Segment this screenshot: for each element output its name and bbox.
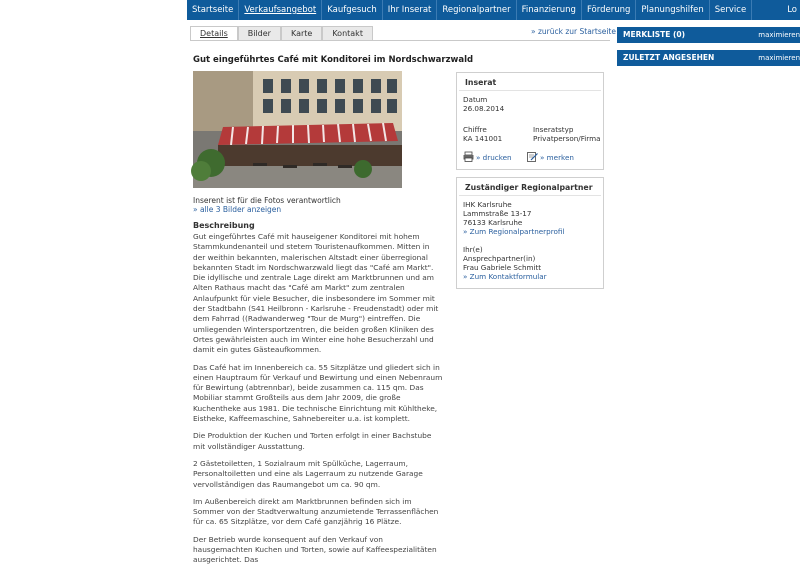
nav-login[interactable]: Lo (787, 5, 797, 15)
datum-value: 26.08.2014 (463, 104, 505, 113)
zuletzt-maximize-link[interactable]: maximieren (758, 54, 800, 62)
partner-city: 76133 Karlsruhe (463, 218, 523, 227)
top-navigation (187, 0, 800, 20)
photo-caption (193, 196, 341, 214)
zuletzt-angesehen-bar[interactable] (617, 50, 800, 66)
chiffre-value: KA 141001 (463, 134, 503, 143)
partner-profile-link[interactable]: » Zum Regionalpartnerprofil (463, 227, 565, 236)
printer-icon (463, 152, 474, 162)
nav-verkaufsangebot[interactable]: Verkaufsangebot (239, 0, 322, 20)
description-paragraph: Das Café hat im Innenbereich ca. 55 Sitzplätze und gliedert sich in einen Hauptraum für Verkauf und Bewirtung und einen Nebenraum für Bewirtung (abtrennbar), beide zusammen ca. 115 qm. Das Mobiliar stammt Großteils aus dem Jahr 2009, die große Kuchentheke aus 1981. Die technische Einrichtung mit Kühltheke, Eistheke, Kaffeemaschine, Sahnebereiter u.a. ist komplett. (193, 362, 443, 424)
nav-finanzierung[interactable]: Finanzierung (517, 0, 582, 20)
notepad-icon (527, 152, 538, 162)
contact-form-link[interactable]: » Zum Kontaktformular (463, 272, 547, 281)
inseratstyp-value: Privatperson/Firma (533, 134, 601, 143)
nav-planungshilfen[interactable]: Planungshilfen (636, 0, 709, 20)
remember-button[interactable] (527, 152, 574, 162)
inserat-box (456, 72, 604, 170)
tab-details[interactable]: Details (190, 26, 238, 40)
chiffre-label: Chiffre (463, 125, 487, 134)
description-paragraph: Gut eingeführtes Café mit hauseigener Konditorei mit hohem Stammkundenanteil und stetem Touristenaufkommen. Mitten in der weithin bekannten, malerischen Altstadt einer überregional bekannten Stadt im Nordschwarzwald liegt das "Café am Markt". Die idyllische und zentrale Lage direkt am Marktbrunnen und am Alten Rathaus macht das "Café am Markt" zum zentralen Anlaufpunkt für viele Besucher, die insbesondere im Sommer mit der Stadtbahn (S41 Heilbronn - Karlsruhe - Freudenstadt) oder mit dem Fahrrad ((Radwanderweg "Tour de Murg") eintreffen. Die umliegenden Wintersportzentren, die beiden großen Kliniken des Ortes gewährleisten auch im Winter eine hohe Besucherzahl und damit ein gutes Gästeaufkommen. (193, 232, 439, 355)
print-button[interactable] (463, 152, 512, 162)
page-title: Gut eingeführtes Café mit Konditorei im Nordschwarzwald (193, 55, 474, 65)
tab-karte[interactable]: Karte (281, 26, 322, 40)
photo-copyright-note: Inserent ist für die Fotos verantwortlich (193, 196, 341, 205)
print-label: » drucken (476, 152, 512, 162)
inseratstyp-label: Inseratstyp (533, 125, 574, 134)
description-paragraph: Die Produktion der Kuchen und Torten erfolgt in einer Bachstube mit vollständiger Ausstattung. (193, 431, 432, 451)
nav-regionalpartner[interactable]: Regionalpartner (437, 0, 516, 20)
datum-label: Datum (463, 95, 488, 104)
nav-startseite[interactable]: Startseite (187, 0, 239, 20)
description-paragraph: Im Außenbereich direkt am Marktbrunnen befinden sich im Sommer von der Stadtverwaltung anzumietende Terrassenflächen für ca. 65 Sitzplätze, vor dem Café ganzjährig 16 Plätze. (193, 496, 439, 527)
remember-label: » merken (540, 152, 574, 162)
nav-service[interactable]: Service (710, 0, 752, 20)
regionalpartner-heading: Zuständiger Regionalpartner (459, 178, 601, 196)
tab-bilder[interactable]: Bilder (238, 26, 281, 40)
description-heading: Beschreibung (193, 221, 255, 230)
show-all-images-link[interactable]: » alle 3 Bilder anzeigen (193, 205, 282, 214)
regionalpartner-box (456, 177, 604, 289)
description-text (193, 232, 443, 573)
merkliste-maximize-link[interactable]: maximieren (758, 31, 800, 39)
detail-tabs (190, 26, 373, 40)
back-to-home-link[interactable]: » zurück zur Startseite (531, 27, 616, 36)
merkliste-label: MERKLISTE (0) (623, 30, 686, 39)
listing-photo[interactable] (193, 71, 402, 188)
description-paragraph: 2 Gästetoiletten, 1 Sozialraum mit Spülküche, Lagerraum, Personaltoiletten und eine als Lagerraum zu nutzende Garage vervollständigen das Raumangebot um ca. 90 qm. (193, 458, 423, 489)
contact-person: Frau Gabriele Schmitt (463, 263, 542, 272)
inserat-heading: Inserat (459, 73, 601, 91)
nav-ihr-inserat[interactable]: Ihr Inserat (383, 0, 438, 20)
tab-divider (190, 40, 610, 41)
partner-street: Lammstraße 13-17 (463, 209, 532, 218)
merkliste-bar[interactable] (617, 27, 800, 43)
partner-name: IHK Karlsruhe (463, 200, 512, 209)
nav-foerderung[interactable]: Förderung (582, 0, 636, 20)
nav-kaufgesuch[interactable]: Kaufgesuch (322, 0, 383, 20)
description-paragraph: Der Betrieb wurde konsequent auf den Verkauf von hausgemachten Kuchen und Torten, sowie auf Kaffeespezialitäten ausgerichtet. Das (193, 534, 437, 565)
contact-label-2: Ansprechpartner(in) (463, 254, 536, 263)
zuletzt-angesehen-label: ZULETZT ANGESEHEN (623, 53, 715, 62)
contact-label-1: Ihr(e) (463, 245, 483, 254)
tab-kontakt[interactable]: Kontakt (322, 26, 373, 40)
cafe-photo-illustration (193, 71, 402, 188)
